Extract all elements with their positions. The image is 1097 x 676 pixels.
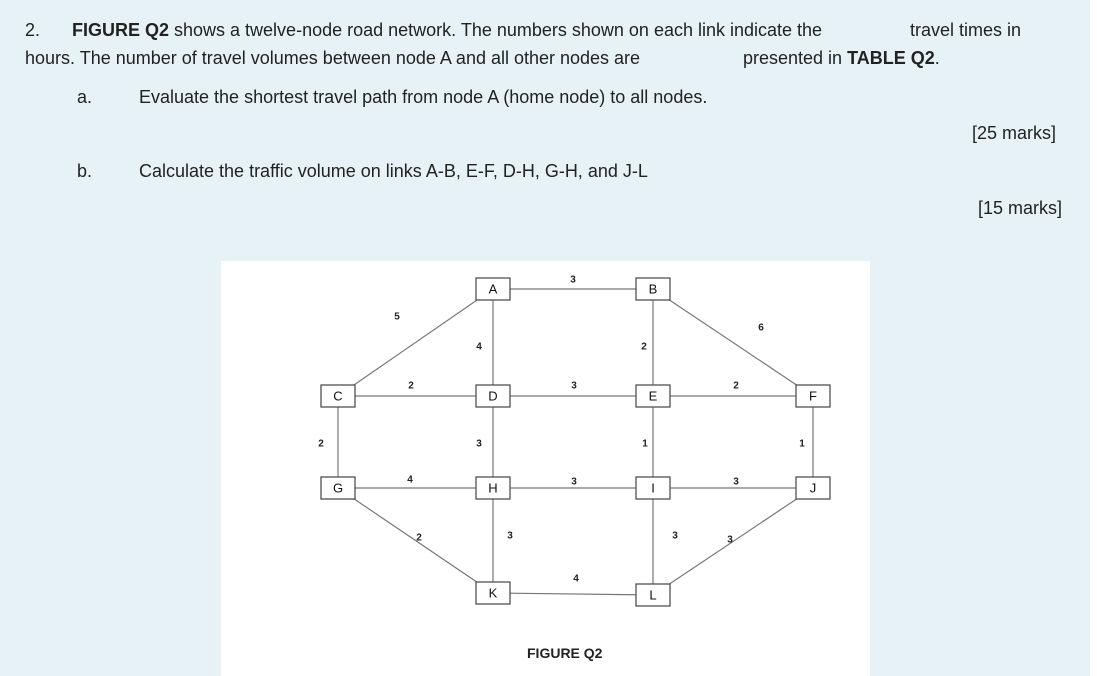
node-label: E	[648, 388, 658, 404]
link-k-l	[493, 593, 653, 595]
link-c-g-time: 2	[318, 438, 324, 450]
node-i	[636, 477, 670, 499]
node-g	[321, 477, 355, 499]
part-b-text: Calculate the traffic volume on links A-B, E-F, D-H, G-H, and J-L	[139, 161, 648, 181]
question-line-2-tail	[743, 47, 940, 69]
node-j	[796, 477, 830, 499]
link-g-h-time: 4	[407, 474, 413, 486]
node-label: F	[809, 388, 817, 404]
node-label: L	[649, 587, 657, 603]
link-i-j-time: 3	[733, 476, 739, 488]
table-reference: TABLE Q2	[847, 48, 935, 68]
road-network-diagram	[221, 261, 870, 676]
link-h-i-time: 3	[571, 476, 577, 488]
link-h-k-time: 3	[507, 530, 513, 542]
node-b	[636, 278, 670, 300]
link-i-l-time: 3	[672, 530, 678, 542]
link-k-l-time: 4	[573, 573, 579, 585]
link-a-b-time: 3	[570, 274, 576, 286]
link-a-d-time: 4	[476, 341, 482, 353]
road-network-figure	[221, 261, 870, 676]
question-line-1-text: shows a twelve-node road network. The numbers shown on each link indicate the	[169, 20, 823, 40]
link-b-f-time: 6	[758, 322, 764, 334]
node-l	[636, 584, 670, 606]
question-line-1-tail: travel times in	[910, 20, 1022, 40]
figure-reference: FIGURE Q2	[72, 20, 170, 40]
link-c-d-time: 2	[408, 380, 414, 392]
node-label: K	[488, 585, 498, 601]
part-b-label: b.	[77, 161, 93, 181]
link-b-e-time: 2	[641, 341, 647, 353]
node-c	[321, 385, 355, 407]
node-label: A	[488, 281, 498, 297]
node-d	[476, 385, 510, 407]
node-e	[636, 385, 670, 407]
link-a-c-time: 5	[394, 311, 400, 323]
node-label: J	[809, 480, 817, 496]
link-e-i-time: 1	[642, 438, 648, 450]
node-label: B	[648, 281, 658, 297]
node-label: G	[332, 480, 344, 496]
node-label: H	[488, 480, 498, 496]
link-d-e-time: 3	[571, 380, 577, 392]
link-f-j-time: 1	[799, 438, 805, 450]
link-g-k-time: 2	[416, 532, 422, 544]
node-f	[796, 385, 830, 407]
link-j-l-time: 3	[727, 534, 733, 546]
question-line-2: hours. The number of travel volumes between node A and all other nodes are	[25, 48, 641, 68]
part-a-text: Evaluate the shortest travel path from node A (home node) to all nodes.	[139, 87, 708, 107]
figure-caption: FIGURE Q2	[527, 645, 603, 661]
link-e-f-time: 2	[733, 380, 739, 392]
part-a-marks: [25 marks]	[972, 123, 1057, 143]
question-line-2-mid: presented in	[743, 48, 848, 68]
part-b-marks: [15 marks]	[978, 198, 1063, 218]
node-h	[476, 477, 510, 499]
question-number: 2.	[25, 20, 41, 40]
question-line-1	[72, 19, 822, 41]
node-label: I	[651, 480, 655, 496]
node-a	[476, 278, 510, 300]
node-label: C	[333, 388, 343, 404]
question-line-2-end: .	[934, 48, 940, 68]
link-a-c	[338, 289, 493, 396]
node-k	[476, 582, 510, 604]
part-a-label: a.	[77, 87, 93, 107]
node-label: D	[488, 388, 498, 404]
link-d-h-time: 3	[476, 438, 482, 450]
